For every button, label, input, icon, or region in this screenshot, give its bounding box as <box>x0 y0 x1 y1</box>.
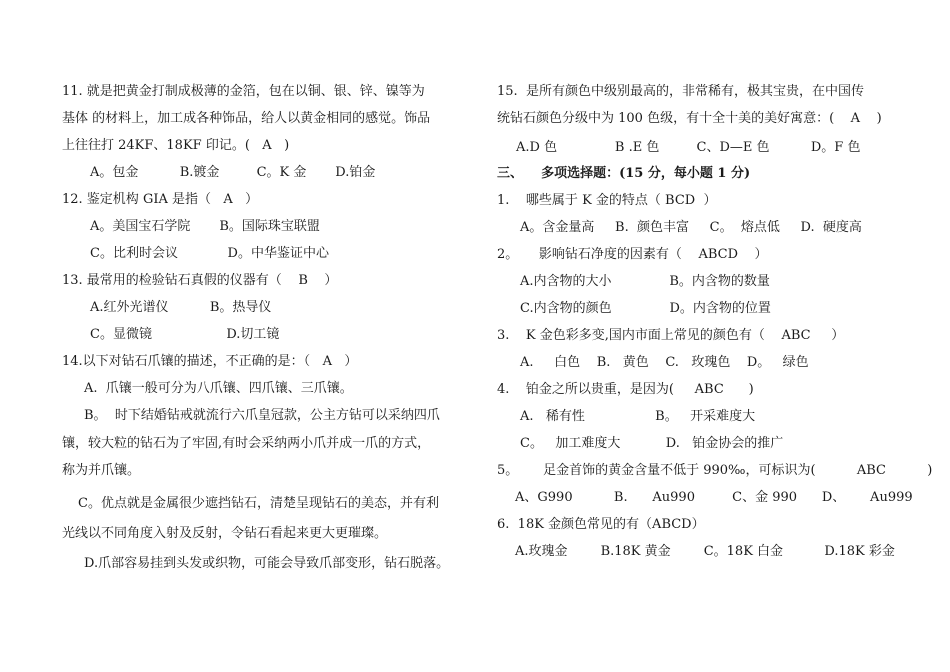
m4-stem: 4. 铂金之所以贵重，是因为( ABC ) <box>497 382 754 397</box>
m3-stem: 3. K 金色彩多变,国内市面上常见的颜色有（ ABC ） <box>497 328 845 343</box>
q12-options-1: A。美国宝石学院 B。国际珠宝联盟 <box>90 219 320 234</box>
q14-option-a: A. 爪镶一般可分为八爪镶、四爪镶、三爪镶。 <box>84 381 353 396</box>
q14-stem: 14.以下对钻石爪镶的描述，不正确的是：（ A ） <box>62 354 358 369</box>
q14-option-b-line-1: B。 时下结婚钻戒就流行六爪皇冠款，公主方钻可以采纳四爪 <box>84 408 440 423</box>
q14-option-c-line-2: 光线以不同角度入射及反射，令钻石看起来更大更璀璨。 <box>62 526 388 541</box>
q11-line-2: 基体 的材料上，加工成各种饰品，给人以黄金相同的感觉。饰品 <box>62 111 431 126</box>
m1-stem: 1. 哪些属于 K 金的特点（ BCD ） <box>497 193 717 208</box>
m3-options: A. 白色 B. 黄色 C. 玫瑰色 D。 绿色 <box>520 355 809 370</box>
m2-options-1: A.内含物的大小 B。内含物的数量 <box>520 274 770 289</box>
m6-options: A.玫瑰金 B.18K 黄金 C。18K 白金 D.18K 彩金 <box>515 544 895 559</box>
m2-options-2: C.内含物的颜色 D。内含物的位置 <box>520 301 771 316</box>
q11-line-3: 上往往打 24KF、18KF 印记。( A ) <box>62 138 290 153</box>
q13-options-2: C。显微镜 D.切工镜 <box>90 327 280 342</box>
q13-stem: 13. 最常用的检验钻石真假的仪器有（ B ） <box>62 273 338 288</box>
q14-option-d: D.爪部容易挂到头发或织物，可能会导致爪部变形，钻石脱落。 <box>84 556 450 571</box>
q12-stem: 12. 鉴定机构 GIA 是指（ A ） <box>62 192 259 207</box>
m2-stem: 2。 影响钻石净度的因素有（ ABCD ） <box>497 247 768 262</box>
q14-option-b-line-2: 镶，较大粒的钻石为了牢固,有时会采纳两小爪并成一爪的方式， <box>62 436 431 451</box>
m6-stem: 6. 18K 金颜色常见的有（ABCD） <box>497 517 705 532</box>
q14-option-b-line-3: 称为并爪镶。 <box>62 463 141 478</box>
q15-options: A.D 色 B .E 色 C、D—E 色 D。F 色 <box>516 140 861 155</box>
m5-options: A、G990 B. Au990 C、金 990 D、 Au999 <box>515 490 913 505</box>
q15-line-1: 15. 是所有颜色中级别最高的，非常稀有，极其宝贵，在中国传 <box>497 84 864 99</box>
q15-line-2: 统钻石颜色分级中为 100 色级，有十全十美的美好寓意：( A ) <box>497 111 882 126</box>
m1-options: A。含金量高 B. 颜色丰富 C。 熔点低 D. 硬度高 <box>520 220 862 235</box>
q13-options-1: A.红外光谱仪 B。热导仪 <box>90 300 272 315</box>
q14-option-c-line-1: C。优点就是金属很少遮挡钻石，清楚呈现钻石的美态，并有利 <box>78 496 439 511</box>
m5-stem: 5。 足金首饰的黄金含量不低于 990‰，可标识为( ABC ) <box>497 463 933 478</box>
m4-options-2: C。 加工难度大 D. 铂金协会的推广 <box>520 436 784 451</box>
m4-options-1: A. 稀有性 B。 开采难度大 <box>520 409 756 424</box>
section-3-heading: 三、 多项选择题：(15 分，每小题 1 分) <box>497 166 751 181</box>
q12-options-2: C。比利时会议 D。中华鉴证中心 <box>90 246 329 261</box>
q11-line-1: 11. 就是把黄金打制成极薄的金箔，包在以铜、银、锌、镍等为 <box>62 84 425 99</box>
q11-options: A。包金 B.镀金 C。K 金 D.铂金 <box>90 165 376 180</box>
